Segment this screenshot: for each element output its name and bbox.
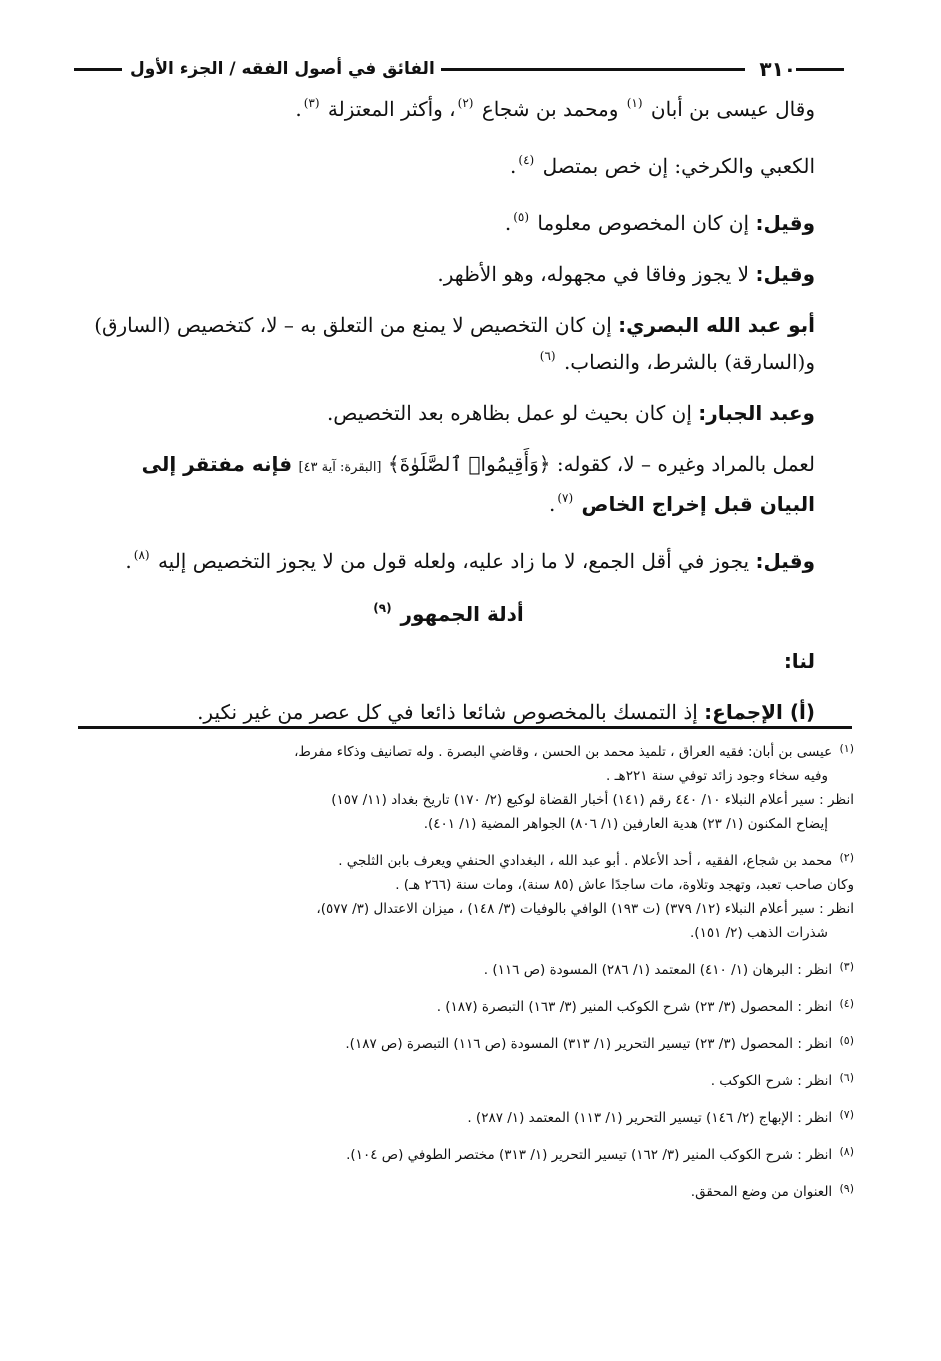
footnote-5 <box>82 1029 854 1056</box>
footnote-number: (٧) <box>839 1108 854 1121</box>
paragraph-text: إن كان بحيث لو عمل بظاهره بعد التخصيص. <box>326 401 692 425</box>
footnote-7 <box>82 1103 854 1130</box>
footnote-text: انظر : الإبهاج (٢/ ١٤٦) تيسير التحرير (١/ ١١٣) المعتمد (١/ ٢٨٧) . <box>467 1110 833 1126</box>
footnote-ref[interactable]: (١) <box>626 96 643 110</box>
footnote-number: (٦) <box>839 1071 854 1084</box>
footnote-number: (٣) <box>839 960 854 973</box>
paragraph-lead: وقيل: <box>755 262 815 286</box>
footnote-text: انظر : شرح الكوكب . <box>710 1073 833 1089</box>
footnote-text: وفيه سخاء وجود زائد توفي سنة ٢٢١هـ . <box>606 768 828 784</box>
footnotes <box>82 737 854 1214</box>
header-rule <box>441 68 746 71</box>
main-text <box>80 88 815 748</box>
footnote-1 <box>82 737 854 836</box>
paragraph-text: لا يجوز وفاقا في مجهوله، وهو الأظهر. <box>437 262 750 286</box>
footnote-ref[interactable]: (٤) <box>518 153 535 167</box>
footnote-text: العنوان من وضع المحقق. <box>690 1184 833 1200</box>
footnote-text: انظر : المحصول (٣/ ٢٣) شرح الكوكب المنير (٣/ ١٦٣) التبصرة (١٨٧) . <box>436 999 833 1015</box>
footnote-6 <box>82 1066 854 1093</box>
footnote-text: انظر : المحصول (٣/ ٢٣) تيسير التحرير (١/ ٣١٣) المسودة (ص ١١٦) التبصرة (ص ١٨٧). <box>345 1036 833 1052</box>
paragraph-text: . <box>510 154 517 178</box>
footnote-3 <box>82 955 854 982</box>
paragraph-8 <box>80 540 815 577</box>
paragraph-text: ومحمد بن شجاع <box>481 97 619 121</box>
heading-text: أدلة الجمهور <box>400 602 524 626</box>
footnote-text: انظر : البرهان (١/ ٤١٠) المعتمد (١/ ٢٨٦) المسودة (ص ١١٦) . <box>483 962 833 978</box>
paragraph-text: يجوز في أقل الجمع، لا ما زاد عليه، ولعله قول من لا يجوز التخصيص إليه <box>157 549 750 573</box>
paragraph-text: . <box>504 211 512 235</box>
footnote-text: إيضاح المكنون (١/ ٢٣) هدية العارفين (١/ ٨٠٦) الجواهر المضية (١/ ٤٠١). <box>423 816 828 832</box>
paragraph-text: إذ التمسك بالمخصوص شائعا ذائعا في كل عصر من غير نكير. <box>197 700 698 724</box>
footnote-number: (٢) <box>839 851 854 864</box>
footnote-text: انظر : شرح الكوكب المنير (٣/ ١٦٢) تيسير التحرير (١/ ٣١٣) مختصر الطوفي (ص ١٠٤). <box>346 1147 833 1163</box>
header-rule-right <box>796 68 844 71</box>
footnote-9 <box>82 1177 854 1204</box>
paragraph-text: لعمل بالمراد وغيره – لا، كقوله: <box>556 452 815 476</box>
running-header <box>74 54 852 84</box>
footnote-8 <box>82 1140 854 1167</box>
paragraph-text: الكعبي والكرخي: إن خص بمتصل <box>542 154 815 178</box>
paragraph-lead: وقيل: <box>755 211 815 235</box>
footnote-text: انظر : سير أعلام النبلاء (١٢/ ٣٧٩) (ت ١٩٣) الوافي بالوفيات (٣/ ١٤٨) ، ميزان الاعتدال (٣/ ٥٧٧)، <box>316 901 854 917</box>
footnote-text: وكان صاحب تعبد، وتهجد وتلاوة، مات ساجدًا عاش (٨٥ سنة)، ومات سنة (٢٦٦ هـ) . <box>395 877 854 893</box>
footnote-2 <box>82 846 854 945</box>
paragraph-3 <box>80 202 815 239</box>
footnote-ref[interactable]: (٢) <box>457 96 474 110</box>
verse-reference: [البقرة: آية ٤٣] <box>298 460 382 475</box>
footnote-ref[interactable]: (٣) <box>303 96 320 110</box>
paragraph-10 <box>80 697 815 728</box>
footnote-divider <box>78 726 852 729</box>
footnote-ref[interactable]: (٥) <box>513 210 530 224</box>
paragraph-7 <box>80 449 815 520</box>
footnote-text: عيسى بن أبان: فقيه العراق ، تلميذ محمد بن الحسن ، وقاضي البصرة . وله تصانيف وذكاء مفرط، <box>294 744 833 760</box>
paragraph-text: . <box>549 492 556 516</box>
paragraph-text: إن كان المخصوص معلوما <box>537 211 750 235</box>
paragraph-9 <box>80 646 815 677</box>
paragraph-5 <box>80 310 815 378</box>
paragraph-lead: أبو عبد الله البصري: <box>618 313 815 337</box>
footnote-number: (٨) <box>839 1145 854 1158</box>
paragraph-text: إن كان التخصيص لا يمنع من التعلق به – لا، كتخصيص (السارق) و(السارقة) بالشرط، والنصاب. <box>94 313 815 374</box>
footnote-number: (٥) <box>839 1034 854 1047</box>
footnote-text: محمد بن شجاع، الفقيه ، أحد الأعلام . أبو عبد الله ، البغدادي الحنفي ويعرف بابن الثلجي . <box>338 853 833 869</box>
book-title: الفائق في أصول الفقه / الجزء الأول <box>130 59 435 79</box>
paragraph-6 <box>80 398 815 429</box>
paragraph-4 <box>80 259 815 290</box>
paragraph-lead: (أ) الإجماع: <box>704 700 815 724</box>
footnote-text: شذرات الذهب (٢/ ١٥١). <box>690 925 828 941</box>
paragraph-2 <box>80 145 815 182</box>
footnote-ref[interactable]: (٧) <box>557 491 574 505</box>
footnote-ref[interactable]: (٦) <box>539 349 556 363</box>
paragraph-lead: لنا: <box>783 649 815 673</box>
paragraph-text: فإنه مفتقر إلى البيان قبل إخراج الخاص <box>141 452 815 516</box>
paragraph-lead: وقيل: <box>755 549 815 573</box>
footnote-text: انظر : سير أعلام النبلاء ١٠/ ٤٤٠ رقم (١٤١) أخبار القضاة لوكيع (٢/ ١٧٠) تاريخ بغداد (١١/ ١٥٧) <box>331 792 854 808</box>
footnote-4 <box>82 992 854 1019</box>
paragraph-1 <box>80 88 815 125</box>
footnote-number: (٩) <box>839 1182 854 1195</box>
paragraph-text: . <box>295 97 302 121</box>
paragraph-text: وقال عيسى بن أبان <box>650 97 815 121</box>
paragraph-text: . <box>125 549 132 573</box>
quran-verse: ﴿وَأَقِيمُوا۟ ٱلصَّلَوٰةَ﴾ <box>387 452 551 476</box>
page-number: ٣١٠ <box>759 57 796 81</box>
footnote-ref[interactable]: (٨) <box>133 548 150 562</box>
footnote-number: (١) <box>839 742 854 755</box>
paragraph-text: ، وأكثر المعتزلة <box>327 97 456 121</box>
footnote-number: (٤) <box>839 997 854 1010</box>
paragraph-lead: وعبد الجبار: <box>698 401 815 425</box>
header-rule-left <box>74 68 122 71</box>
section-heading <box>80 593 815 630</box>
footnote-ref[interactable]: (٩) <box>373 601 392 615</box>
